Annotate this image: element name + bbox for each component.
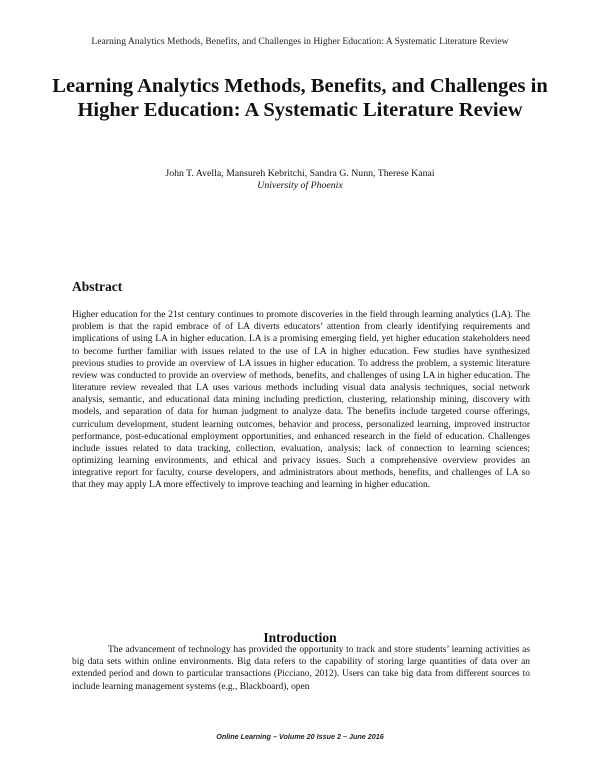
introduction-heading: Introduction: [263, 630, 337, 645]
introduction-body: The advancement of technology has provided the opportunity to track and store students’ learning activities as big data sets within online environments. Big data refers to the capability of storing large quantities of data over an extended period and down to particular transactions (Picciano, 2012). Users can take big data from different sources to include learning management systems (e.g., Blackboard), open: [72, 645, 530, 692]
author-list: John T. Avella, Mansureh Kebritchi, Sandra G. Nunn, Therese Kanai: [165, 168, 435, 179]
abstract-heading: Abstract: [72, 279, 123, 294]
author-affiliation: University of Phoenix: [257, 180, 343, 191]
running-head: Learning Analytics Methods, Benefits, and Challenges in Higher Education: A Systematic Literature Review: [91, 36, 509, 47]
abstract-body: Higher education for the 21st century continues to promote discoveries in the field through learning analytics (LA). The problem is that the rapid embrace of of LA diverts educators’ attention from clearly identifying requirements and implications of using LA in higher education. LA is a promising emerging field, yet higher education stakeholders need to become further familiar with issues related to the use of LA in higher education. Few studies have synthesized previous studies to provide an overview of LA issues in higher education. To address the problem, a systemic literature review was conducted to provide an overview of methods, benefits, and challenges of using LA in higher education. The literature review revealed that LA uses various methods including visual data analysis techniques, social network analysis, semantic, and educational data mining including prediction, clustering, relationship mining, discovery with models, and separation of data for human judgment to analyze data. The benefits include targeted course offerings, curriculum development, student learning outcomes, behavior and process, personalized learning, improved instructor performance, post-educational employment opportunities, and enhanced research in the field of education. Challenges include issues related to data tracking, collection, evaluation, analysis; lack of connection to learning sciences; optimizing learning environments, and ethical and privacy issues. Such a comprehensive overview provides an integrative report for faculty, course developers, and administrators about methods, benefits, and challenges of LA so that they may apply LA more effectively to improve teaching and learning in higher education.: [72, 310, 530, 491]
paper-title: Learning Analytics Methods, Benefits, and Challenges in Higher Education: A Systematic Literature Review: [52, 75, 548, 121]
page-footer: Online Learning – Volume 20 Issue 2 – June 2016: [216, 732, 384, 741]
